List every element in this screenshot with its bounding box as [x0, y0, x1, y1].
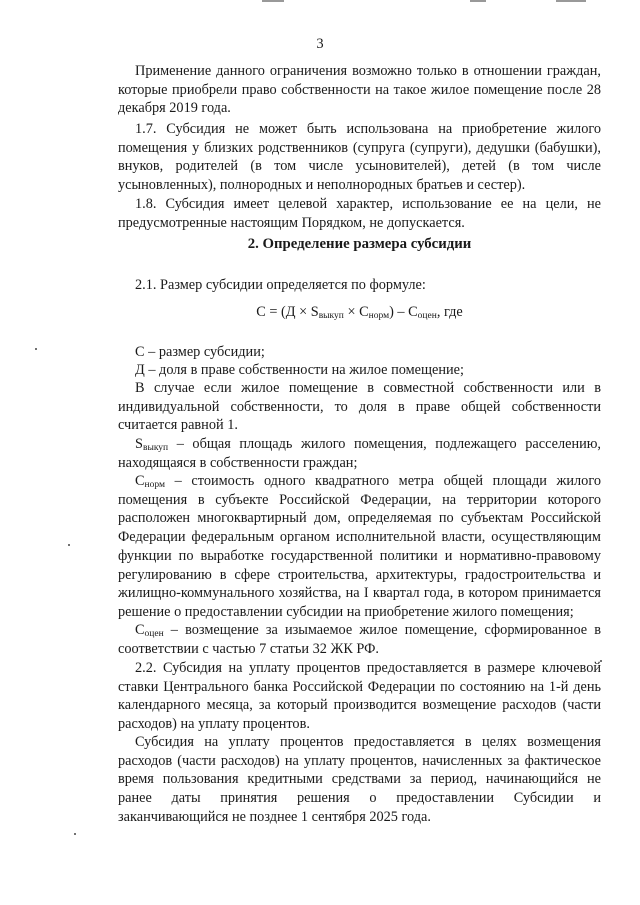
definition-c: С – размер субсидии; [135, 344, 265, 360]
definition-subscript: выкуп [142, 443, 169, 453]
formula-part: , где [436, 304, 463, 320]
definition-symbol: С [135, 622, 145, 638]
formula-part: × С [343, 304, 369, 320]
scan-speck [74, 833, 76, 835]
definition-text: – стоимость одного квадратного метра общей площади жилого помещения в субъекте Российской Федерации, на территории которого расположен многоквартирный дом, определяемая по субъектам Российской Федерации федеральным органом исполнительной власти, осуществляющим функции по выработке государственной политики и нормативно-правовому регулированию в сфере строительства, архитектуры, градостроительства и жилищно-коммунального хозяйства, на I квартал года, в котором принимается решение о предоставлении субсидии на приобретение жилого помещения; [118, 473, 601, 620]
paragraph-interest-period: Субсидия на уплату процентов предоставляется в целях возмещения расходов (части расходов) на уплату процентов, начисленных за фактическое время пользования кредитными средствами за период, начинающийся не ранее даты принятия решения о предоставлении Субсидии и заканчивающийся не позднее 1 сентября 2025 года. [118, 734, 601, 825]
definition-text: – возмещение за изымаемое жилое помещение, сформированное в соответствии с частью 7 статьи 32 ЖК РФ. [118, 622, 601, 657]
scan-speck [68, 544, 70, 546]
paragraph-restriction: Применение данного ограничения возможно только в отношении граждан, которые приобрели право собственности на такое жилое помещение после 28 декабря 2019 года. [118, 63, 601, 117]
scan-speck [35, 348, 37, 350]
formula-subscript: оцен [417, 311, 437, 321]
paragraph-1-7: 1.7. Субсидия не может быть использована на приобретение жилого помещения у близких родственников (супруга (супруги), дедушки (бабушки), внуков, родителей (в том числе усыновителей), детей (в том числе усыновленных), полнородных и неполнородных братьев и сестер). [118, 121, 601, 194]
formula-part: С = (Д × S [256, 304, 319, 320]
subsidy-formula [118, 304, 601, 321]
formula-subscript: норм [368, 311, 390, 321]
definition-c-norm [118, 472, 601, 622]
formula-subscript: выкуп [318, 311, 344, 321]
definition-text: – общая площадь жилого помещения, подлежащего расселению, находящаяся в собственности граждан; [118, 436, 601, 471]
formula-part: ) – С [389, 304, 418, 320]
definition-c-otsen [118, 621, 601, 658]
definition-d: Д – доля в праве собственности на жилое помещение; [135, 362, 464, 378]
definition-subscript: оцен [144, 629, 164, 639]
scan-edge-mark [556, 0, 586, 2]
definition-symbol: С [135, 473, 145, 489]
paragraph-2-1: 2.1. Размер субсидии определяется по формуле: [135, 277, 426, 293]
paragraph-1-8: 1.8. Субсидия имеет целевой характер, использование ее на цели, не предусмотренные настоящим Порядком, не допускается. [118, 196, 601, 231]
section-heading: 2. Определение размера субсидии [247, 236, 472, 252]
definition-symbol: S [135, 436, 143, 452]
scan-edge-mark [470, 0, 486, 2]
definition-d-note: В случае если жилое помещение в совместной собственности или в индивидуальной собственности, то доля в праве общей собственности считается равной 1. [118, 380, 601, 434]
definition-subscript: норм [144, 480, 165, 490]
scan-edge-mark [262, 0, 284, 2]
paragraph-2-2: 2.2. Субсидия на уплату процентов предоставляется в размере ключевой ставки Центрального банка Российской Федерации по состоянию на 1-й день календарного месяца, за который производится возмещение расходов (части расходов) на уплату процентов. [118, 660, 601, 733]
definition-s-vykup [118, 435, 601, 472]
page-number: 3 [316, 36, 324, 52]
